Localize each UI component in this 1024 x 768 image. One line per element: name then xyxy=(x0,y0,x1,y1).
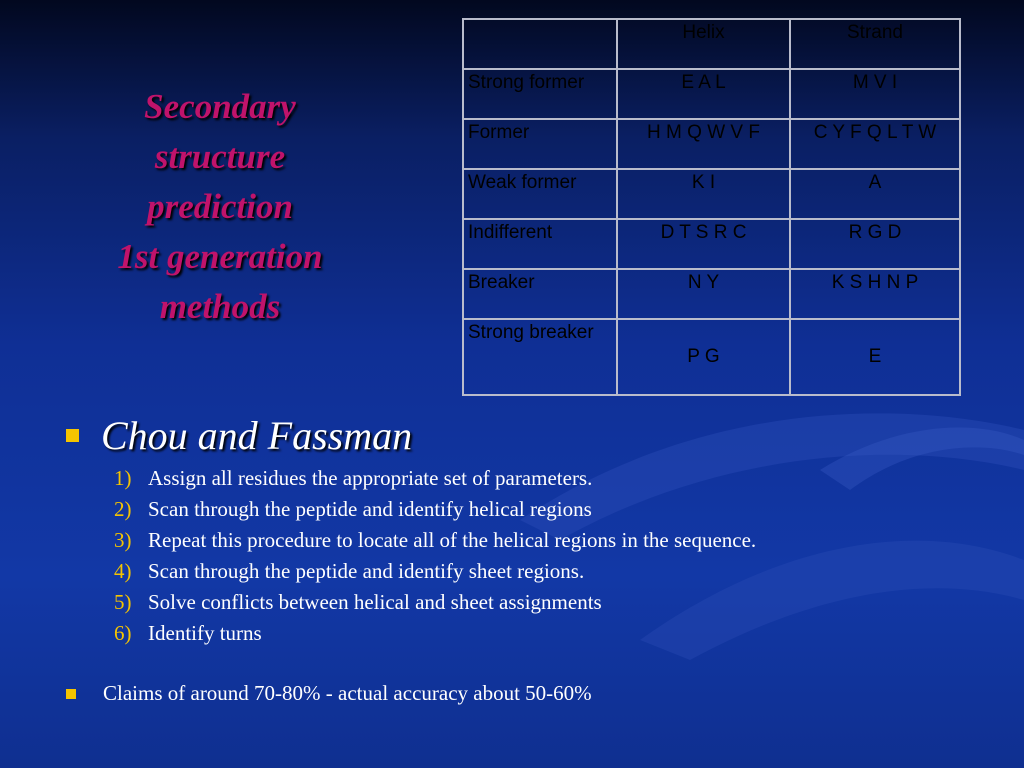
step-number: 5) xyxy=(114,590,132,614)
table-header: Helix xyxy=(617,19,790,69)
step-text: Repeat this procedure to locate all of the helical regions in the sequence. xyxy=(148,528,757,552)
table-cell: C Y F Q L T W xyxy=(790,119,960,169)
step-text: Assign all residues the appropriate set of parameters. xyxy=(148,466,593,490)
step-number: 3) xyxy=(114,528,132,552)
table-cell: K I xyxy=(617,169,790,219)
main-bullet xyxy=(66,412,412,459)
table-cell: Strong former xyxy=(463,69,617,119)
step-text: Solve conflicts between helical and sheet assignments xyxy=(148,590,602,614)
main-bullet-text: Chou and Fassman xyxy=(101,413,413,458)
list-item xyxy=(114,466,794,491)
claims-text: Claims of around 70-80% - actual accuracy about 50-60% xyxy=(103,681,592,705)
slide-title xyxy=(60,82,380,332)
table-cell: Former xyxy=(463,119,617,169)
step-number: 2) xyxy=(114,497,132,521)
list-item xyxy=(114,621,794,646)
table-cell: E A L xyxy=(617,69,790,119)
table-cell: K S H N P xyxy=(790,269,960,319)
table-cell: D T S R C xyxy=(617,219,790,269)
table-row xyxy=(463,119,960,169)
table-cell: A xyxy=(790,169,960,219)
title-line: prediction xyxy=(147,187,293,226)
list-item xyxy=(114,590,794,615)
table-cell: Breaker xyxy=(463,269,617,319)
table-cell: H M Q W V F xyxy=(617,119,790,169)
table-cell: Strong breaker xyxy=(463,319,617,395)
title-line: 1st generation xyxy=(117,237,323,276)
title-line: Secondary xyxy=(144,87,296,126)
table-cell: Weak former xyxy=(463,169,617,219)
table-cell: P G xyxy=(617,319,790,395)
table-row xyxy=(463,169,960,219)
table-header: Strand xyxy=(790,19,960,69)
title-line: structure xyxy=(154,137,286,176)
table-header-row xyxy=(463,19,960,69)
claims-bullet xyxy=(66,681,592,706)
step-text: Identify turns xyxy=(148,621,262,645)
table-cell: E xyxy=(790,319,960,395)
propensity-table xyxy=(462,18,961,396)
table-cell: R G D xyxy=(790,219,960,269)
table-header xyxy=(463,19,617,69)
step-number: 4) xyxy=(114,559,132,583)
list-item xyxy=(114,528,794,553)
square-bullet-icon xyxy=(66,689,76,699)
square-bullet-icon xyxy=(66,429,79,442)
step-text: Scan through the peptide and identify sheet regions. xyxy=(148,559,585,583)
list-item xyxy=(114,559,794,584)
title-line: methods xyxy=(159,287,281,326)
table-row xyxy=(463,319,960,395)
steps-list xyxy=(114,466,794,652)
step-number: 1) xyxy=(114,466,132,490)
table-cell: M V I xyxy=(790,69,960,119)
list-item xyxy=(114,497,794,522)
table-cell: Indifferent xyxy=(463,219,617,269)
step-text: Scan through the peptide and identify helical regions xyxy=(148,497,592,521)
table-row xyxy=(463,69,960,119)
step-number: 6) xyxy=(114,621,132,645)
table-row xyxy=(463,219,960,269)
table-row xyxy=(463,269,960,319)
table-cell: N Y xyxy=(617,269,790,319)
